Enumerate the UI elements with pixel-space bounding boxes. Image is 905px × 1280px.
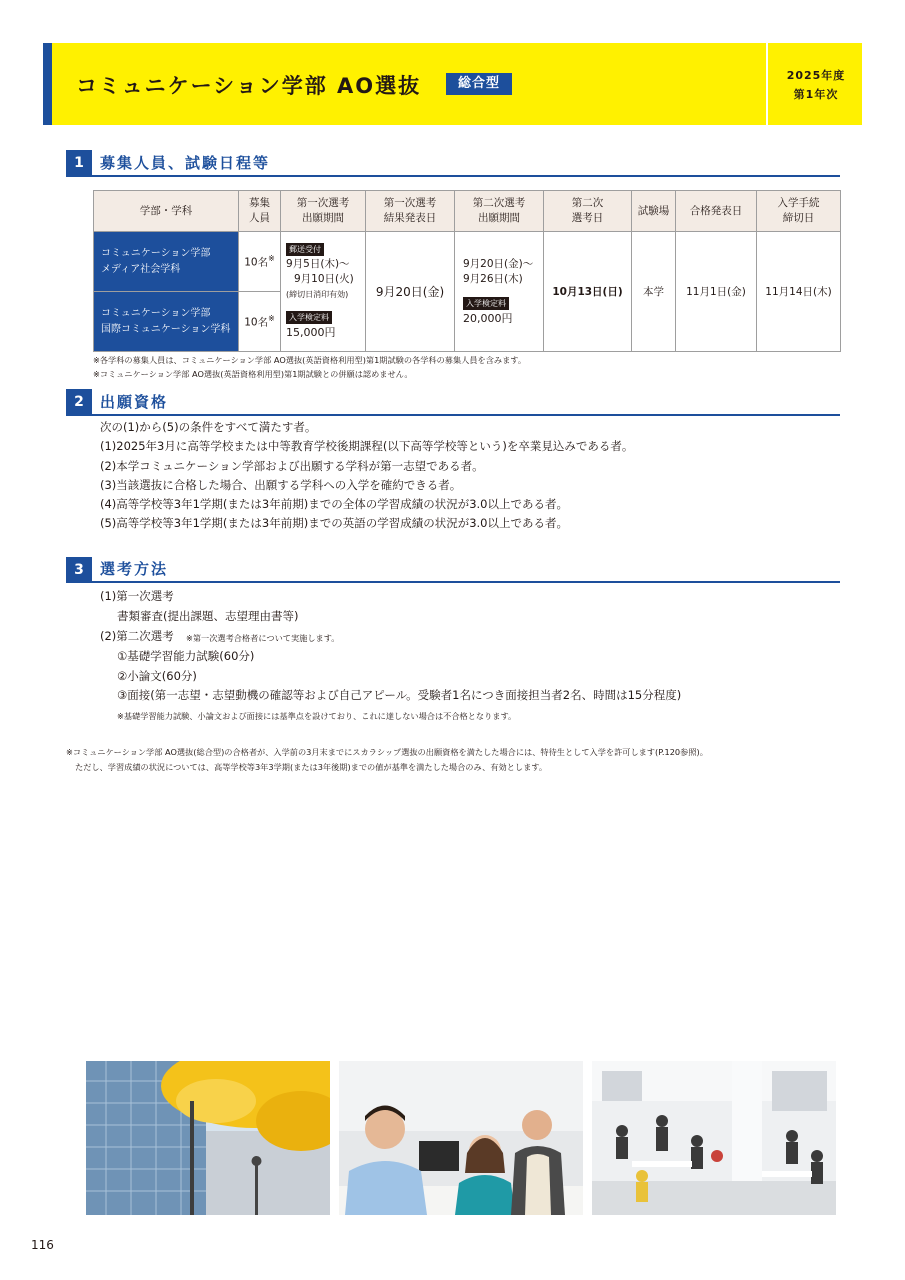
section-1-number: 1 bbox=[66, 150, 92, 176]
list-item: (3)当該選抜に合格した場合、出願する学科への入学を確約できる者。 bbox=[100, 477, 462, 492]
list-item: (2)本学コミュニケーション学部および出願する学科が第一志望である者。 bbox=[100, 458, 484, 473]
second-app-period: 9月20日(金)～ 9月26日(木) 入学検定料 20,000円 bbox=[455, 232, 544, 352]
list-item: (1)2025年3月に高等学校または中等教育学校後期課程(以下高等学校等という)を卒業見込みである者。 bbox=[100, 439, 634, 454]
page-title: コミュニケーション学部 AO選抜 bbox=[76, 74, 422, 98]
capacity-media: 10名※ bbox=[239, 232, 281, 292]
selection-type-badge: 総合型 bbox=[446, 73, 512, 95]
students-photo bbox=[339, 1061, 583, 1215]
th-first-result: 第一次選考 結果発表日 bbox=[366, 191, 455, 232]
section-3-number: 3 bbox=[66, 557, 92, 583]
section-2-number: 2 bbox=[66, 389, 92, 415]
lounge-photo bbox=[592, 1061, 836, 1215]
first-selection-label: (1)第一次選考 bbox=[100, 589, 174, 603]
table-note: ※コミュニケーション学部 AO選抜(英語資格利用型)第1期試験との併願は認めません。 bbox=[93, 369, 413, 379]
th-capacity: 募集 人員 bbox=[239, 191, 281, 232]
dept-media: コミュニケーション学部 メディア社会学科 bbox=[94, 232, 239, 292]
year-line1: 2025年度 bbox=[786, 69, 846, 82]
th-first-app: 第一次選考 出願期間 bbox=[281, 191, 366, 232]
list-item: (5)高等学校等3年1学期(または3年前期)までの英語の学習成績の状況が3.0以上である者。 bbox=[100, 516, 568, 531]
first-result-date: 9月20日(金) bbox=[366, 232, 455, 352]
header-accent-bar bbox=[43, 43, 52, 125]
list-item: ②小論文(60分) bbox=[117, 669, 197, 683]
list-item: ①基礎学習能力試験(60分) bbox=[117, 649, 255, 663]
th-dept: 学部・学科 bbox=[94, 191, 239, 232]
table-row bbox=[94, 232, 841, 292]
section-2-rule bbox=[66, 414, 840, 416]
footer-note: ※コミュニケーション学部 AO選抜(総合型)の合格者が、入学前の3月末までにスカラシップ選抜の出願資格を満たした場合には、特待生として入学を許可します(P.120参照)。 bbox=[66, 747, 708, 757]
section-1-rule bbox=[66, 175, 840, 177]
year-label bbox=[770, 66, 862, 104]
campus-building-photo bbox=[86, 1061, 330, 1215]
th-proc-deadline: 入学手続 締切日 bbox=[757, 191, 841, 232]
second-selection-note: ※第一次選考合格者について実施します。 bbox=[186, 633, 340, 643]
section-1-title: 募集人員、試験日程等 bbox=[100, 154, 271, 172]
venue: 本学 bbox=[632, 232, 676, 352]
year-line2: 第1年次 bbox=[793, 88, 839, 101]
first-app-period: 郵送受付 9月5日(木)～ 9月10日(火) (締切日消印有効) 入学検定料 15,000円 bbox=[281, 232, 366, 352]
second-selection-label: (2)第二次選考 bbox=[100, 629, 174, 643]
second-exam-date: 10月13日(日) bbox=[544, 232, 632, 352]
th-second-app: 第二次選考 出願期間 bbox=[455, 191, 544, 232]
header-divider bbox=[766, 43, 768, 125]
th-venue: 試験場 bbox=[632, 191, 676, 232]
capacity-international: 10名※ bbox=[239, 292, 281, 352]
pass-date: 11月1日(金) bbox=[676, 232, 757, 352]
eligibility-list bbox=[100, 418, 633, 534]
first-selection-detail: 書類審査(提出課題、志望理由書等) bbox=[117, 609, 299, 623]
selection-footnote: ※基礎学習能力試験、小論文および面接には基準点を設けており、これに達しない場合は不合格となります。 bbox=[117, 711, 517, 721]
page-number: 116 bbox=[31, 1238, 54, 1252]
schedule-table bbox=[93, 190, 841, 352]
footer-note: ただし、学習成績の状況については、高等学校等3年3学期(または3年後期)までの値が基準を満たした場合のみ、有効とします。 bbox=[75, 762, 548, 772]
table-header-row bbox=[94, 191, 841, 232]
table-note: ※各学科の募集人員は、コミュニケーション学部 AO選抜(英語資格利用型)第1期試験の各学科の募集人員を含みます。 bbox=[93, 355, 527, 365]
th-pass-date: 合格発表日 bbox=[676, 191, 757, 232]
dept-international: コミュニケーション学部 国際コミュニケーション学科 bbox=[94, 292, 239, 352]
list-item: 次の(1)から(5)の条件をすべて満たす者。 bbox=[100, 420, 317, 434]
list-item: ③面接(第一志望・志望動機の確認等および自己アピール。受験者1名につき面接担当者2名、時間は15分程度) bbox=[117, 688, 682, 702]
proc-deadline: 11月14日(木) bbox=[757, 232, 841, 352]
list-item: (4)高等学校等3年1学期(または3年前期)までの全体の学習成績の状況が3.0以上である者。 bbox=[100, 497, 568, 512]
th-second-exam: 第二次 選考日 bbox=[544, 191, 632, 232]
section-3-rule bbox=[66, 581, 840, 583]
section-3-title: 選考方法 bbox=[100, 560, 169, 578]
section-2-title: 出願資格 bbox=[100, 393, 169, 411]
